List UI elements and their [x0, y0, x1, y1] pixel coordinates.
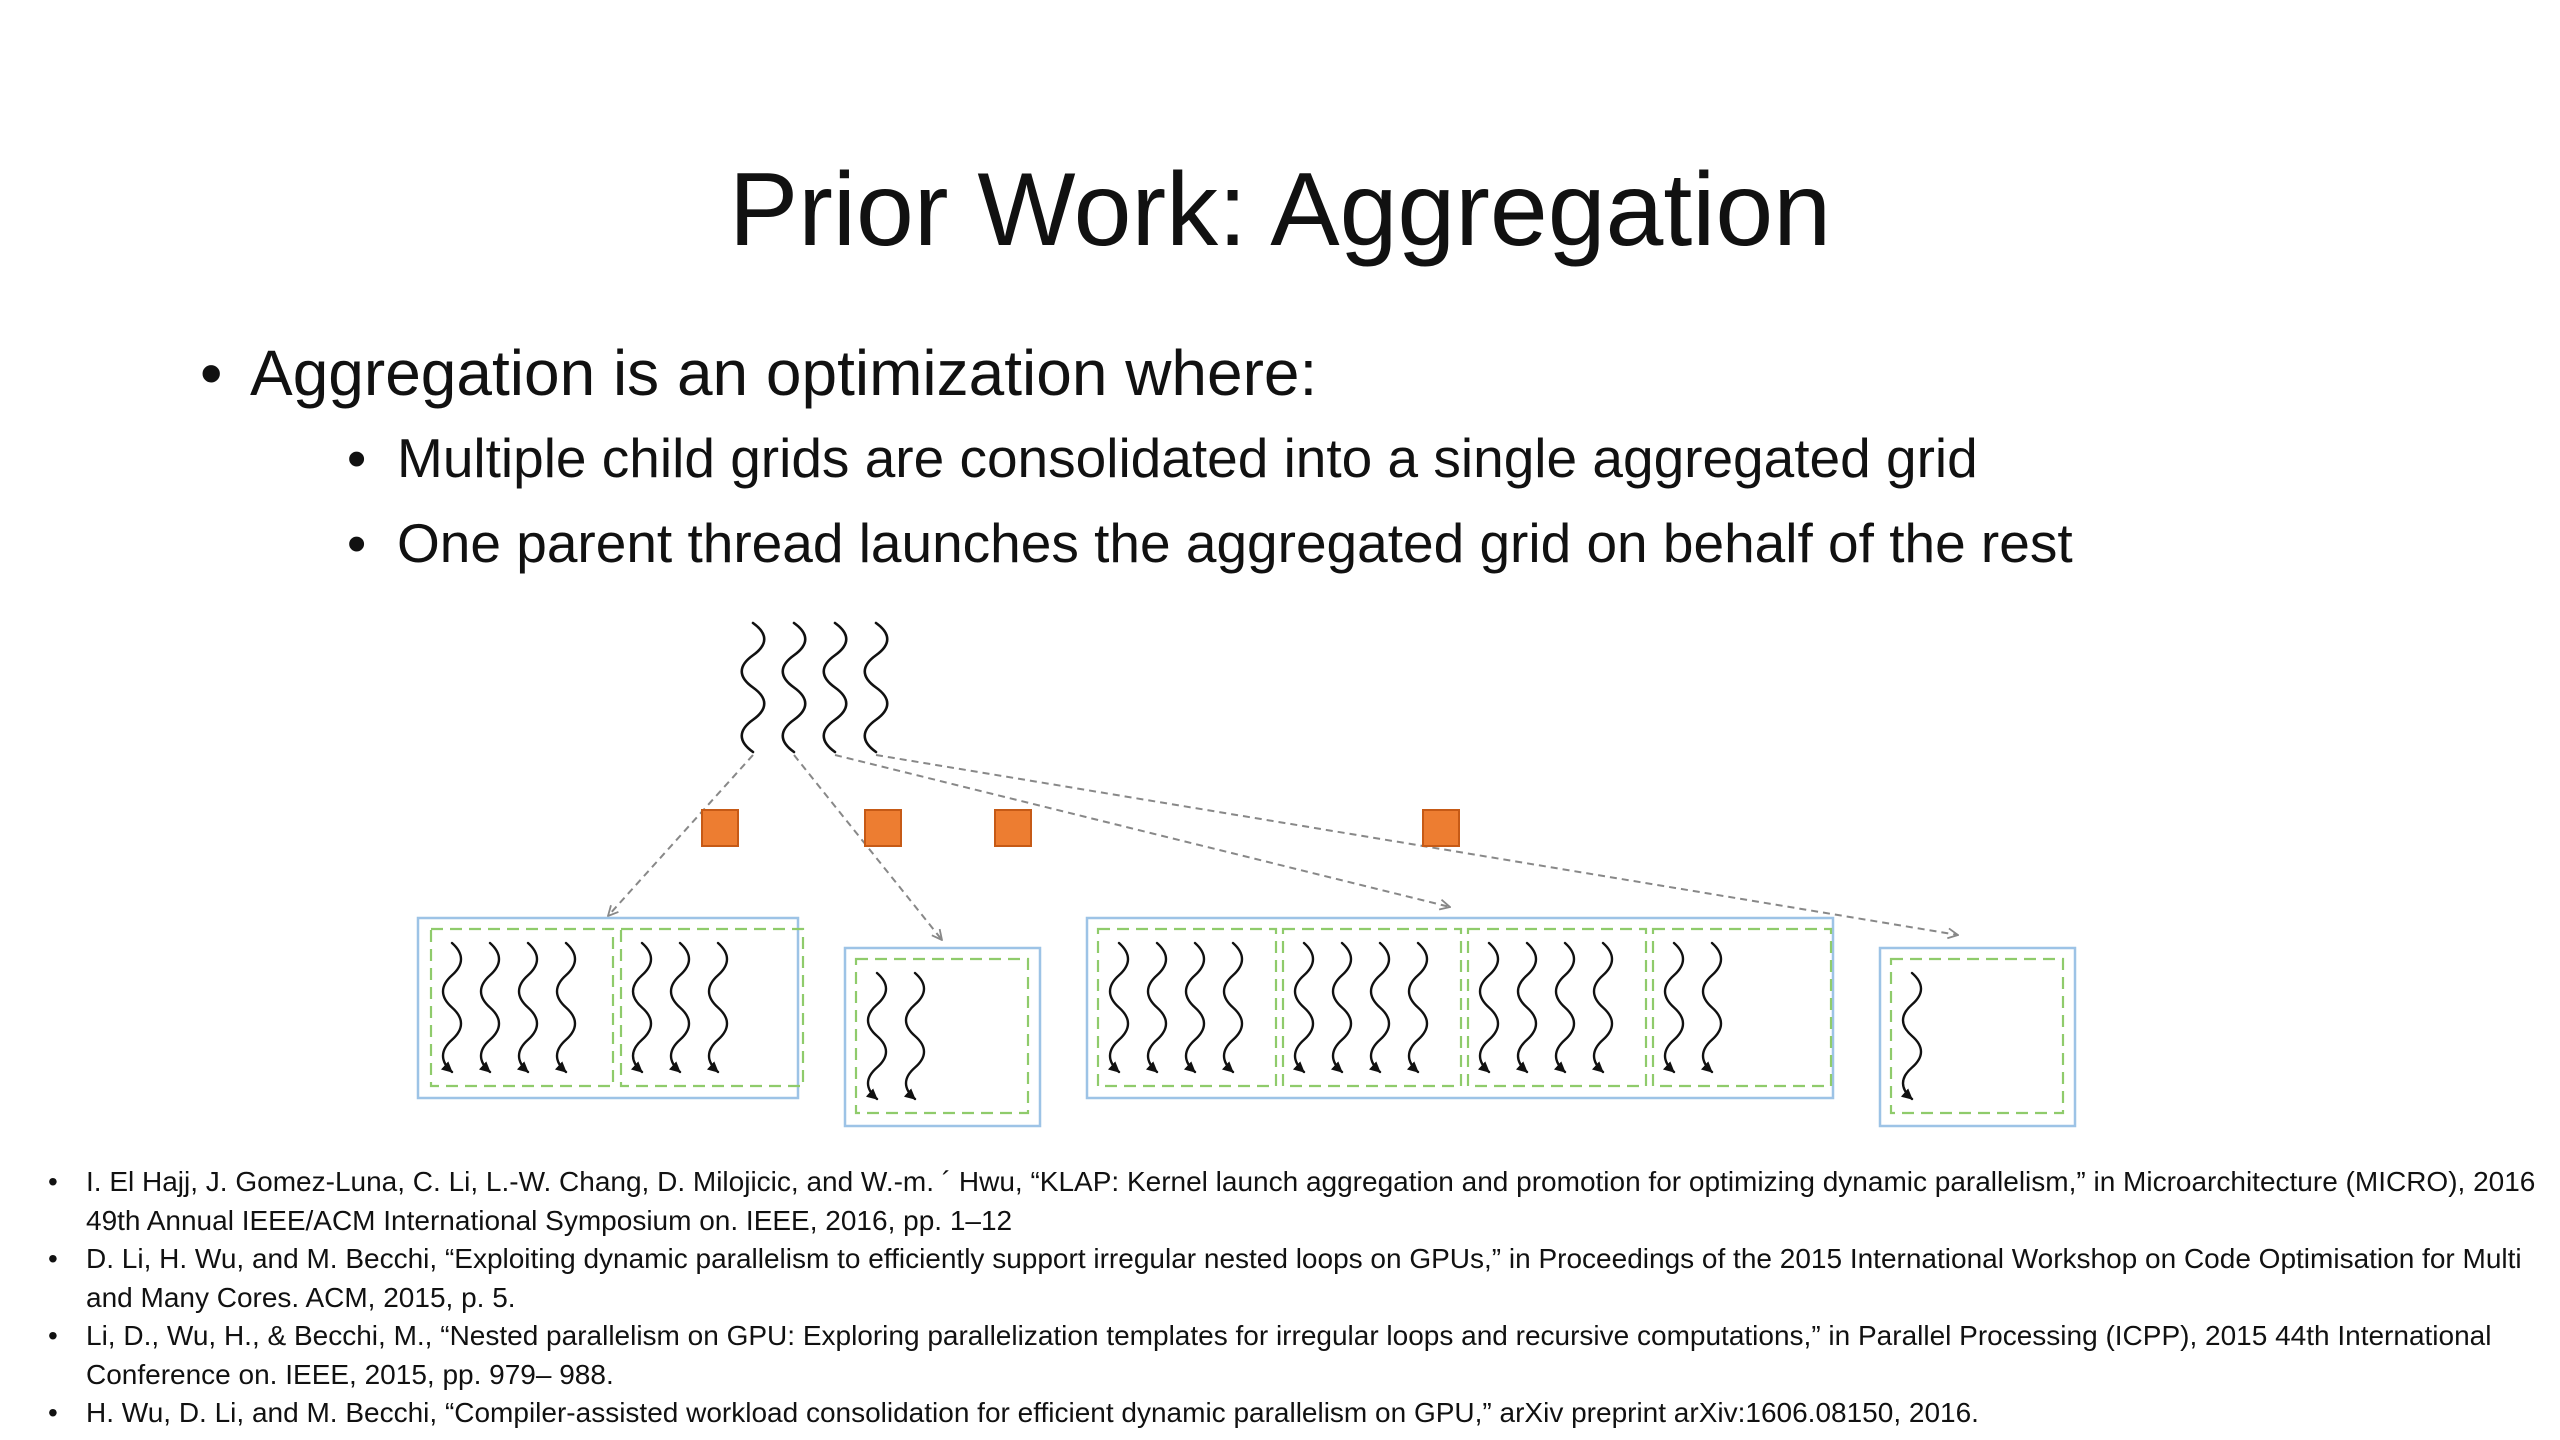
sub-bullet-parent-launch: • One parent thread launches the aggregated grid on behalf of the rest — [347, 501, 2450, 586]
slide-title: Prior Work: Aggregation — [728, 152, 1832, 268]
child-grid-4 — [1880, 948, 2075, 1126]
parent-thread — [865, 623, 888, 752]
parent-thread — [824, 623, 847, 752]
reference-nested-parallelism: • Li, D., Wu, H., & Becchi, M., “Nested parallelism on GPU: Exploring parallelization templates for irregular loops and recursive computations,” in Parallel Processing (ICPP), 2015 44th International Conference on. IEEE, 2015, pp. 979– 988. — [48, 1317, 2548, 1394]
parent-threads — [742, 623, 888, 752]
sub-bullet-consolidation: • Multiple child grids are consolidated into a single aggregated grid — [347, 416, 2450, 501]
child-grid-2 — [845, 948, 1040, 1126]
grid-border — [1880, 948, 2075, 1126]
reference-list — [48, 1163, 2548, 1433]
reference-workload-consolidation: • H. Wu, D. Li, and M. Becchi, “Compiler-assisted workload consolidation for efficient dynamic parallelism on GPU,” arXiv preprint arXiv:1606.08150, 2016. — [48, 1394, 2548, 1433]
parent-thread — [783, 623, 806, 752]
parent-thread — [742, 623, 765, 752]
grid-border — [845, 948, 1040, 1126]
child-grid-3 — [1087, 918, 1833, 1098]
grid-border — [418, 918, 798, 1098]
launch-marker — [865, 810, 901, 846]
reference-nested-loops: • D. Li, H. Wu, and M. Becchi, “Exploiting dynamic parallelism to efficiently support irregular nested loops on GPUs,” in Proceedings of the 2015 International Workshop on Code Optimisation for Multi and Many Cores. ACM, 2015, p. 5. — [48, 1240, 2548, 1317]
child-grids — [418, 918, 2075, 1126]
launch-marker — [1423, 810, 1459, 846]
bullet-text: Aggregation is an optimization where: — [250, 337, 1318, 409]
launch-marker — [995, 810, 1031, 846]
launch-arrow — [876, 755, 1958, 935]
launch-marker — [702, 810, 738, 846]
launch-arrows — [608, 755, 1958, 940]
reference-klap: • I. El Hajj, J. Gomez-Luna, C. Li, L.-W. Chang, D. Milojicic, and W.-m. ´ Hwu, “KLAP: Kernel launch aggregation and promotion for optimizing dynamic parallelism,” in Microarchitecture (MICRO), 2016 49th Annual IEEE/ACM International Symposium on. IEEE, 2016, pp. 1–12 — [48, 1163, 2548, 1240]
launch-arrow — [794, 755, 942, 940]
child-grid-1 — [418, 918, 803, 1098]
launch-arrow — [835, 755, 1450, 907]
